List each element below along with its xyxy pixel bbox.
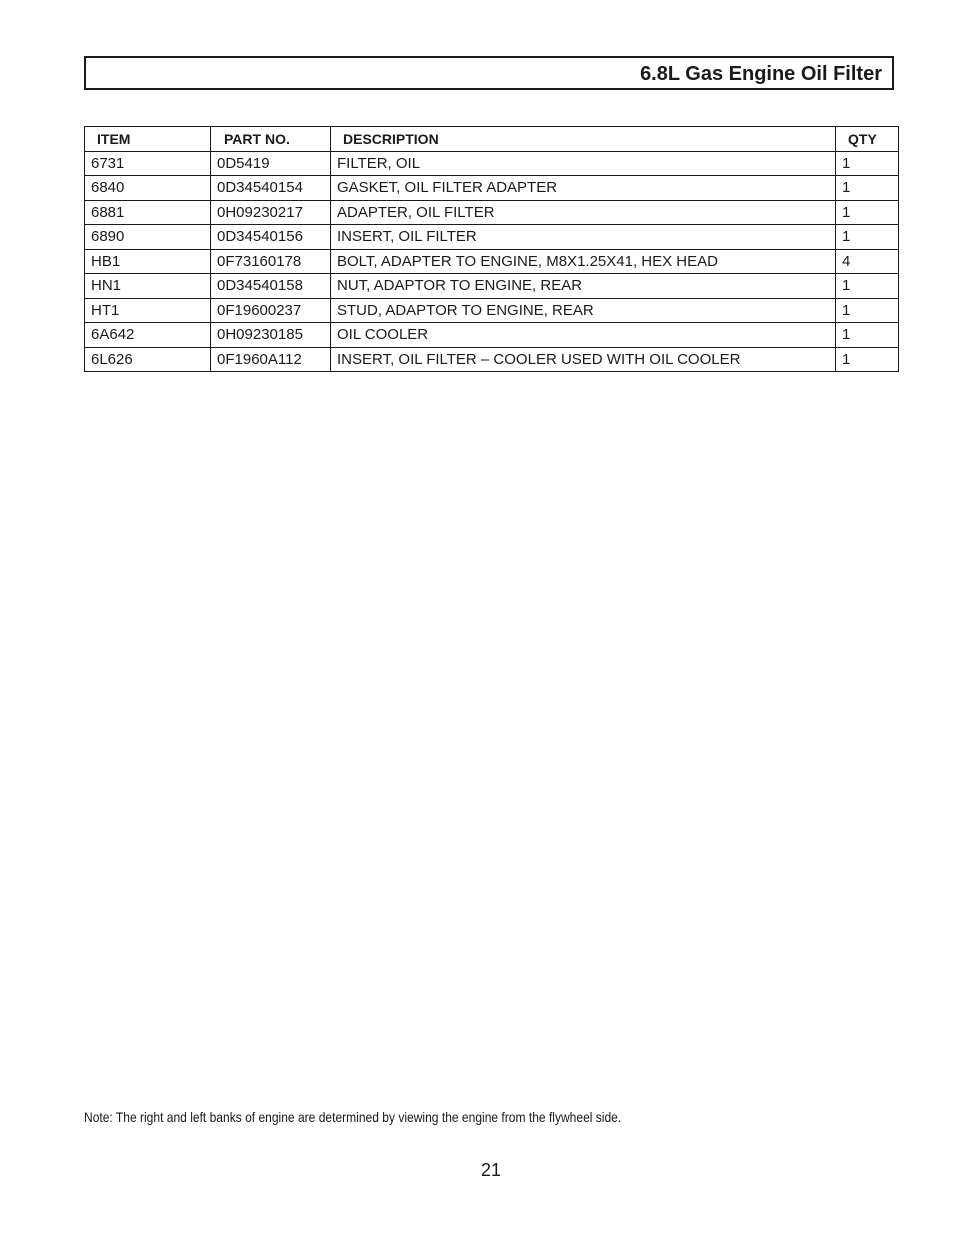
item-cell: 6890: [85, 225, 211, 250]
qty-cell: 1: [836, 225, 899, 250]
part-no-cell: 0H09230217: [211, 200, 331, 225]
description-cell: INSERT, OIL FILTER: [331, 225, 836, 250]
description-cell: INSERT, OIL FILTER – COOLER USED WITH OIL COOLER: [331, 347, 836, 372]
table-row: [85, 176, 899, 201]
item-cell: 6840: [85, 176, 211, 201]
item-cell: HT1: [85, 298, 211, 323]
description-cell: OIL COOLER: [331, 323, 836, 348]
description-cell: NUT, ADAPTOR TO ENGINE, REAR: [331, 274, 836, 299]
table-row: [85, 274, 899, 299]
qty-cell: 4: [836, 249, 899, 274]
part-no-cell: 0F19600237: [211, 298, 331, 323]
part-no-cell: 0H09230185: [211, 323, 331, 348]
qty-cell: 1: [836, 176, 899, 201]
qty-cell: 1: [836, 274, 899, 299]
table-row: [85, 249, 899, 274]
description-cell: FILTER, OIL: [331, 151, 836, 176]
qty-cell: 1: [836, 347, 899, 372]
qty-cell: 1: [836, 200, 899, 225]
description-cell: BOLT, ADAPTER TO ENGINE, M8X1.25X41, HEX HEAD: [331, 249, 836, 274]
qty-cell: 1: [836, 323, 899, 348]
column-header-part-no: PART NO.: [211, 127, 331, 152]
part-no-cell: 0F1960A112: [211, 347, 331, 372]
qty-cell: 1: [836, 151, 899, 176]
parts-table: [84, 126, 899, 372]
qty-cell: 1: [836, 298, 899, 323]
column-header-item: ITEM: [85, 127, 211, 152]
description-cell: ADAPTER, OIL FILTER: [331, 200, 836, 225]
description-cell: STUD, ADAPTOR TO ENGINE, REAR: [331, 298, 836, 323]
item-cell: 6L626: [85, 347, 211, 372]
part-no-cell: 0F73160178: [211, 249, 331, 274]
item-cell: 6731: [85, 151, 211, 176]
page-number: 21: [480, 1160, 502, 1180]
title-box: [84, 56, 894, 90]
part-no-cell: 0D5419: [211, 151, 331, 176]
item-cell: HN1: [85, 274, 211, 299]
footnote: Note: The right and left banks of engine are determined by viewing the engine from the flywheel side.: [84, 1109, 622, 1125]
part-no-cell: 0D34540154: [211, 176, 331, 201]
table-row: [85, 200, 899, 225]
table-row: [85, 323, 899, 348]
column-header-description: DESCRIPTION: [331, 127, 836, 152]
table-row: [85, 347, 899, 372]
item-cell: 6881: [85, 200, 211, 225]
part-no-cell: 0D34540156: [211, 225, 331, 250]
item-cell: HB1: [85, 249, 211, 274]
part-no-cell: 0D34540158: [211, 274, 331, 299]
table-row: [85, 298, 899, 323]
page-title: 6.8L Gas Engine Oil Filter: [640, 63, 882, 85]
table-row: [85, 151, 899, 176]
description-cell: GASKET, OIL FILTER ADAPTER: [331, 176, 836, 201]
table-row: [85, 225, 899, 250]
table-header-row: [85, 127, 899, 152]
item-cell: 6A642: [85, 323, 211, 348]
column-header-qty: QTY: [836, 127, 899, 152]
